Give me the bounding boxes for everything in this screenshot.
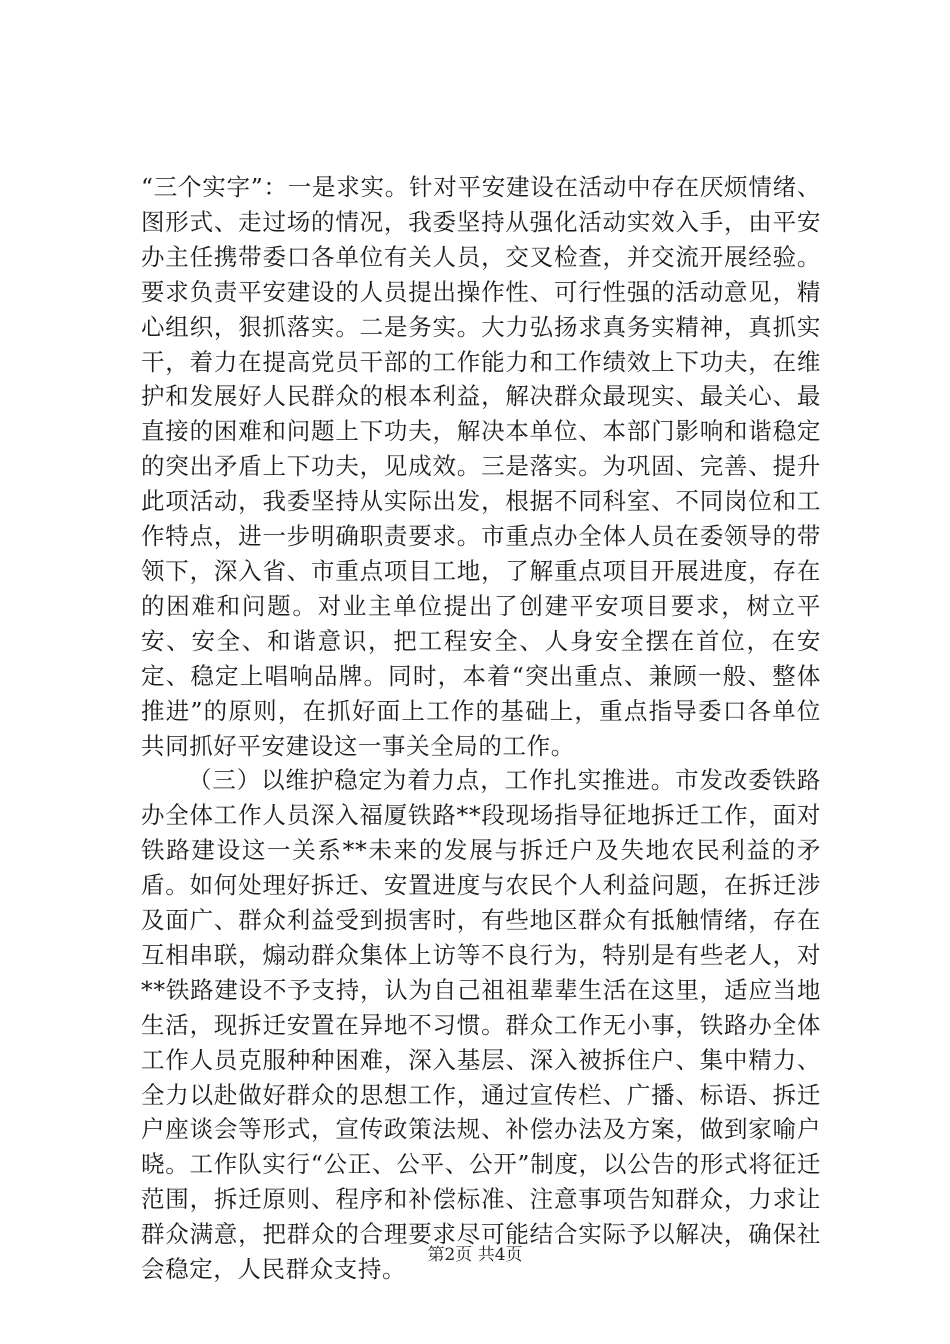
paragraph-continuation: “三个实字”：一是求实。针对平安建设在活动中存在厌烦情绪、图形式、走过场的情况，我委坚持从强化活动实效入手，由平安办主任携带委口各单位有关人员，交叉检查，并交流开展经验。要求负责平安建设的人员提出操作性、可行性强的活动意见，精心组织，狠抓落实。二是务实。大力弘扬求真务实精神，真抓实干，着力在提高党员干部的工作能力和工作绩效上下功夫，在维护和发展好人民群众的根本利益，解决群众最现实、最关心、最直接的困难和问题上下功夫，解决本单位、本部门影响和谐稳定的突出矛盾上下功夫，见成效。三是落实。为巩固、完善、提升此项活动，我委坚持从实际出发，根据不同科室、不同岗位和工作特点，进一步明确职责要求。市重点办全体人员在委领导的带领下，深入省、市重点项目工地，了解重点项目开展进度，存在的困难和问题。对业主单位提出了创建平安项目要求，树立平安、安全、和谐意识，把工程安全、人身安全摆在首位，在安定、稳定上唱响品牌。同时，本着“突出重点、兼顾一般、整体推进”的原则，在抓好面上工作的基础上，重点指导委口各单位共同抓好平安建设这一事关全局的工作。 [141, 173, 821, 760]
paragraph-section-three: （三）以维护稳定为着力点，工作扎实推进。市发改委铁路办全体工作人员深入福厦铁路**段现场指导征地拆迁工作，面对铁路建设这一关系**未来的发展与拆迁户及失地农民利益的矛盾。如何处理好拆迁、安置进度与农民个人利益问题，在拆迁涉及面广、群众利益受到损害时，有些地区群众有抵触情绪，存在互相串联，煽动群众集体上访等不良行为，特别是有些老人，对**铁路建设不予支持，认为自己祖祖辈辈生活在这里，适应当地生活，现拆迁安置在异地不习惯。群众工作无小事，铁路办全体工作人员克服种种困难，深入基层、深入被拆住户、集中精力、全力以赴做好群众的思想工作，通过宣传栏、广播、标语、拆迁户座谈会等形式，宣传政策法规、补偿办法及方案，做到家喻户晓。工作队实行“公正、公平、公开”制度，以公告的形式将征迁范围，拆迁原则、程序和补偿标准、注意事项告知群众，力求让群众满意，把群众的合理要求尽可能结合实际予以解决，确保社会稳定，人民群众支持。 [141, 766, 821, 1284]
document-body [141, 170, 821, 1287]
page-number-footer: 第2页 共4页 [427, 1245, 523, 1265]
